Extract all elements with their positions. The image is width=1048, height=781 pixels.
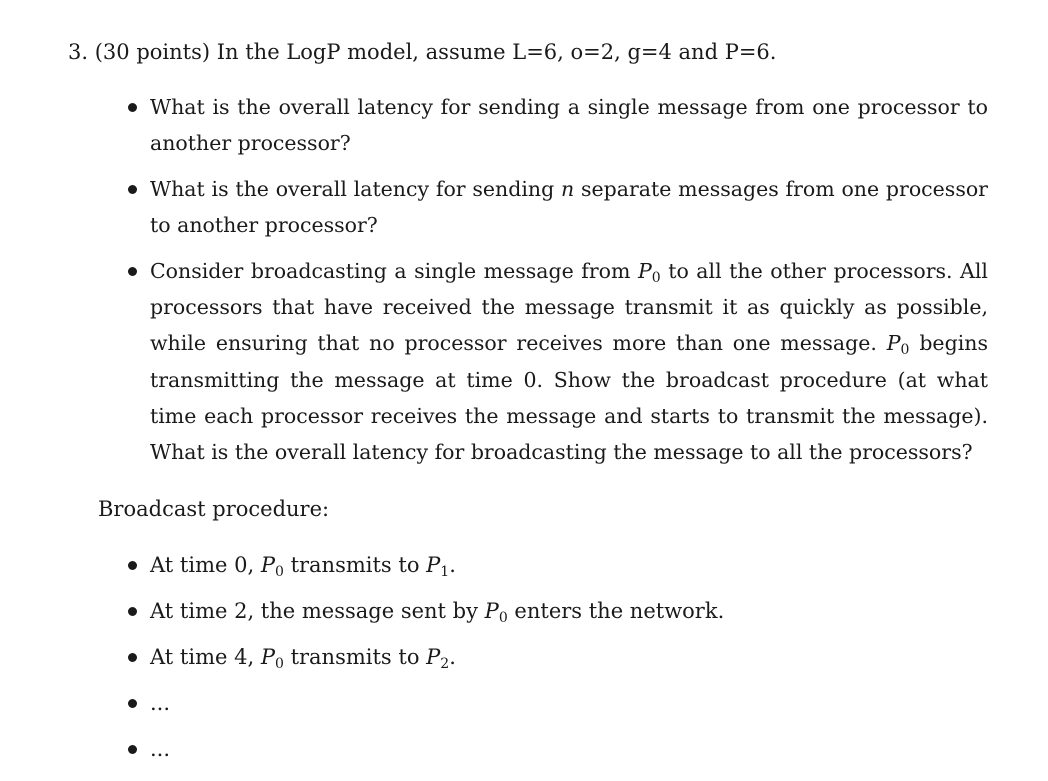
procedure-step-2 <box>150 594 724 628</box>
bullet-icon <box>128 745 137 754</box>
question-part-2-text-b: separate messages from one processor to another processor? <box>150 177 988 238</box>
step-2-text-b: enters the network. <box>514 599 725 623</box>
symbol-p0: $P_0$ <box>260 645 284 672</box>
step-2-text-a: At time 2, the message sent by <box>150 599 478 623</box>
question-part-3-text-b: to all the other processors. All processors that have received the message transmit it as quickly as possible, while ensuring that no processor receives more than one message. <box>150 259 988 356</box>
symbol-p1: $P_1$ <box>426 553 450 580</box>
symbol-p0: $P_0$ <box>260 553 284 580</box>
question-part-1 <box>150 89 988 161</box>
symbol-p0: $P_0$ <box>637 259 661 286</box>
step-5-ellipsis: ... <box>150 737 171 761</box>
bullet-icon <box>128 103 137 112</box>
question-part-1-text: What is the overall latency for sending a single message from one processor to another processor? <box>150 95 988 156</box>
step-3-text-b: transmits to <box>290 645 420 669</box>
step-3-text-a: At time 4, <box>150 645 255 669</box>
question-part-3 <box>150 253 988 470</box>
question-part-2 <box>150 171 988 243</box>
bullet-icon <box>128 561 137 570</box>
bullet-icon <box>128 607 137 616</box>
procedure-step-4 <box>150 686 170 720</box>
question-part-3-text-a: Consider broadcasting a single message from <box>150 259 631 283</box>
step-1-text-a: At time 0, <box>150 553 255 577</box>
step-3-period: . <box>449 645 456 669</box>
bullet-icon <box>128 699 137 708</box>
bullet-icon <box>128 653 137 662</box>
procedure-heading: Broadcast procedure: <box>98 497 330 521</box>
procedure-step-3 <box>150 640 456 674</box>
symbol-p2: $P_2$ <box>426 645 450 672</box>
bullet-icon <box>128 185 137 194</box>
symbol-p0: $P_0$ <box>484 599 508 626</box>
procedure-step-5 <box>150 732 170 766</box>
question-points: (30 points) <box>94 40 211 64</box>
step-1-period: . <box>449 553 456 577</box>
question-header <box>68 34 998 70</box>
question-stem: In the LogP model, assume L=6, o=2, g=4 and P=6. <box>216 40 777 64</box>
variable-n: n <box>561 177 575 201</box>
step-4-ellipsis: ... <box>150 691 171 715</box>
step-1-text-b: transmits to <box>290 553 420 577</box>
procedure-step-1 <box>150 548 456 582</box>
question-part-3-text-c: begins transmitting the message at time 0. Show the broadcast procedure (at what time each processor receives the message and starts to transmit the message). What is the overall latency for broadcasting the message to all the processors? <box>150 331 988 465</box>
question-number: 3. <box>68 40 89 64</box>
bullet-icon <box>128 267 137 276</box>
question-part-2-text-a: What is the overall latency for sending <box>150 177 555 201</box>
symbol-p0: $P_0$ <box>886 331 910 359</box>
